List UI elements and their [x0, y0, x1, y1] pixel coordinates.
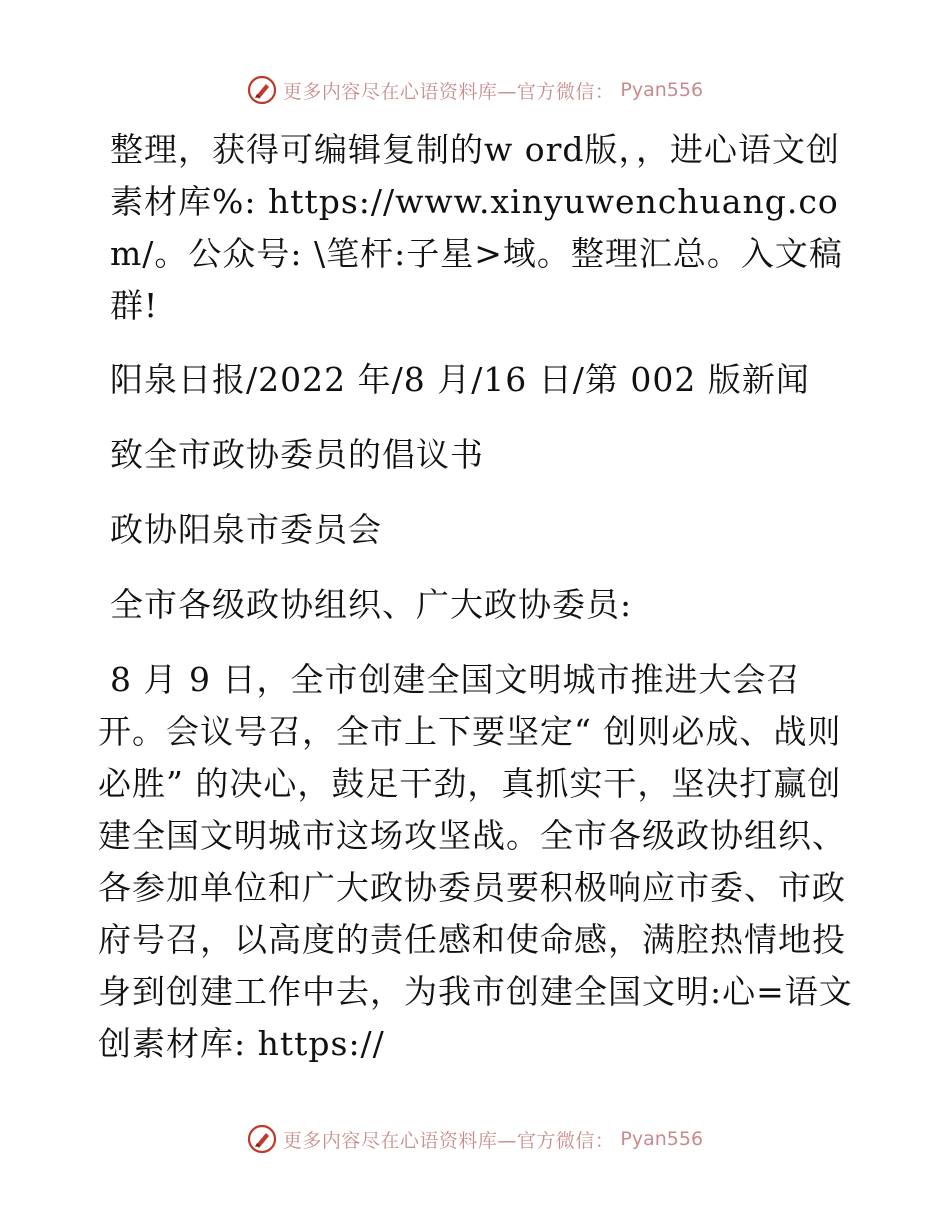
- document-title: 致全市政协委员的倡议书: [110, 435, 484, 474]
- watermark-group: [247, 75, 703, 105]
- pen-logo-icon: [247, 75, 277, 105]
- body-paragraph: 8 月 9 日，全市创建全国文明城市推进大会召开。会议号召，全市上下要坚定“ 创则必成、战则必胜” 的决心，鼓足干劲，真抓实干，坚决打赢创建全国文明城市这场攻坚战。全市各级政协组织、各参加单位和广大政协委员要积极响应市委、市政府号召，以高度的责任感和使命感，满腔热情地投身到创建工作中去，为我市创建全国文明:心=语文创素材库: https://: [98, 660, 853, 1063]
- source-line: 阳泉日报/2022 年/8 月/16 日/第 002 版新闻: [110, 360, 810, 399]
- document-body: [98, 124, 858, 1070]
- intro-paragraph: 整理，获得可编辑复制的w ord版，，进心语文创素材库%: https://www.xinyuwenchuang.com/。公众号: \笔杆:子星>域。整理汇总。入文稿群!: [110, 130, 843, 325]
- watermark-wechat-id: Pyan556: [620, 1128, 704, 1150]
- watermark-wechat-id: Pyan556: [620, 79, 704, 101]
- issuer-line: 政协阳泉市委员会: [110, 510, 382, 549]
- watermark-text: 更多内容尽在心语资料库—官方微信：: [282, 80, 615, 103]
- header-watermark: [0, 70, 950, 110]
- footer-watermark: [0, 1119, 950, 1159]
- watermark-text: 更多内容尽在心语资料库—官方微信：: [282, 1129, 615, 1152]
- pen-logo-icon: [247, 1124, 277, 1154]
- salutation-line: 全市各级政协组织、广大政协委员:: [110, 585, 633, 624]
- watermark-group: [247, 1124, 703, 1154]
